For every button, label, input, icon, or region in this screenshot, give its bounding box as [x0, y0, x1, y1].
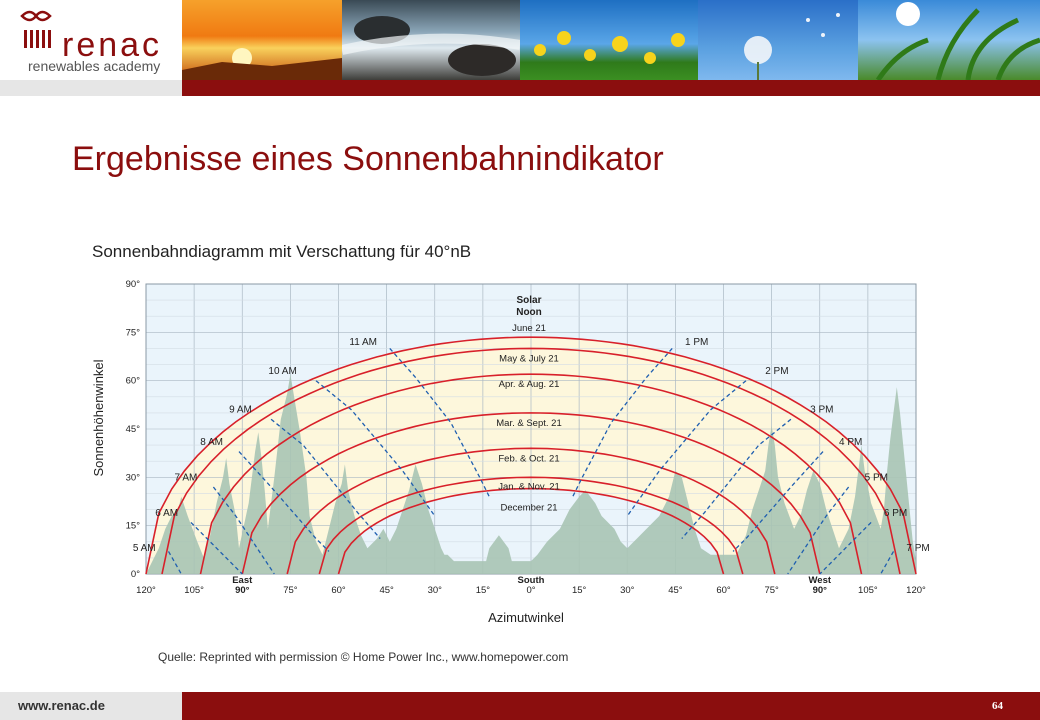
- hour-label: 6 AM: [155, 507, 179, 519]
- footer-url[interactable]: www.renac.de: [18, 698, 105, 713]
- x-tick-label: 75°: [283, 585, 298, 596]
- x-tick-label: 75°: [764, 585, 779, 596]
- solar-noon-label: Solar: [516, 295, 542, 306]
- y-tick-label: 45°: [125, 424, 140, 435]
- hour-label: 3 PM: [810, 404, 834, 416]
- hour-label: 7 AM: [174, 472, 198, 484]
- x-tick-label: 60°: [716, 585, 731, 596]
- slide-title: Ergebnisse eines Sonnenbahnindikator: [72, 140, 664, 178]
- hour-label: 8 AM: [200, 436, 223, 448]
- page-number: 64: [992, 700, 1003, 712]
- series-label: Mar. & Sept. 21: [496, 417, 562, 429]
- logo-subtitle: renewables academy: [28, 58, 161, 74]
- x-tick-label: 30°: [620, 585, 635, 596]
- solar-noon-label: Noon: [516, 307, 542, 318]
- hour-label: 5 AM: [132, 543, 156, 555]
- hour-label: 10 AM: [268, 366, 297, 377]
- x-tick-label: 15°: [571, 585, 587, 596]
- hour-label: 11 AM: [349, 337, 377, 348]
- hour-label: 1 PM: [685, 337, 709, 348]
- hour-label: 4 PM: [839, 436, 863, 448]
- direction-label: South: [517, 575, 545, 586]
- hour-label: 7 PM: [906, 543, 930, 555]
- y-tick-label: 15°: [125, 520, 140, 532]
- hour-label: 9 AM: [229, 404, 252, 416]
- x-tick-label: 120°: [906, 585, 926, 596]
- direction-label: West: [808, 575, 832, 586]
- y-tick-label: 0°: [130, 569, 140, 580]
- footer-bar: [182, 692, 1040, 720]
- series-label: December 21: [500, 502, 558, 514]
- x-tick-label: 120°: [136, 585, 156, 596]
- hour-label: 5 PM: [864, 472, 889, 484]
- logo-text: renac: [62, 26, 163, 64]
- y-axis-label: Sonnenhöhenwinkel: [91, 359, 106, 477]
- y-tick-label: 60°: [125, 375, 140, 387]
- hour-label: 2 PM: [765, 366, 789, 377]
- x-tick-label: 105°: [858, 585, 878, 596]
- hour-label: 6 PM: [883, 507, 908, 519]
- series-label: Jan. & Nov. 21: [498, 481, 560, 493]
- series-label: May & July 21: [499, 353, 559, 365]
- x-tick-label: 45°: [379, 585, 394, 596]
- x-tick-label: 90°: [812, 585, 827, 596]
- y-tick-label: 90°: [125, 279, 140, 290]
- x-tick-label: 15°: [475, 585, 491, 596]
- direction-label: East: [232, 575, 253, 586]
- series-label: Apr. & Aug. 21: [498, 379, 560, 391]
- x-axis-label: Azimutwinkel: [488, 610, 564, 625]
- chart-subtitle: Sonnenbahndiagramm mit Verschattung für 40°nB: [92, 242, 472, 261]
- y-tick-label: 75°: [125, 327, 140, 339]
- y-tick-label: 30°: [125, 472, 140, 484]
- x-tick-label: 60°: [331, 585, 346, 596]
- source-note: Quelle: Reprinted with permission © Home Power Inc., www.homepower.com: [158, 650, 569, 664]
- x-tick-label: 105°: [184, 585, 204, 596]
- series-label: June 21: [512, 323, 546, 335]
- x-tick-label: 45°: [668, 585, 683, 596]
- series-label: Feb. & Oct. 21: [498, 453, 560, 465]
- x-tick-label: 30°: [427, 585, 442, 596]
- x-tick-label: 0°: [526, 585, 536, 596]
- x-tick-label: 90°: [235, 585, 250, 596]
